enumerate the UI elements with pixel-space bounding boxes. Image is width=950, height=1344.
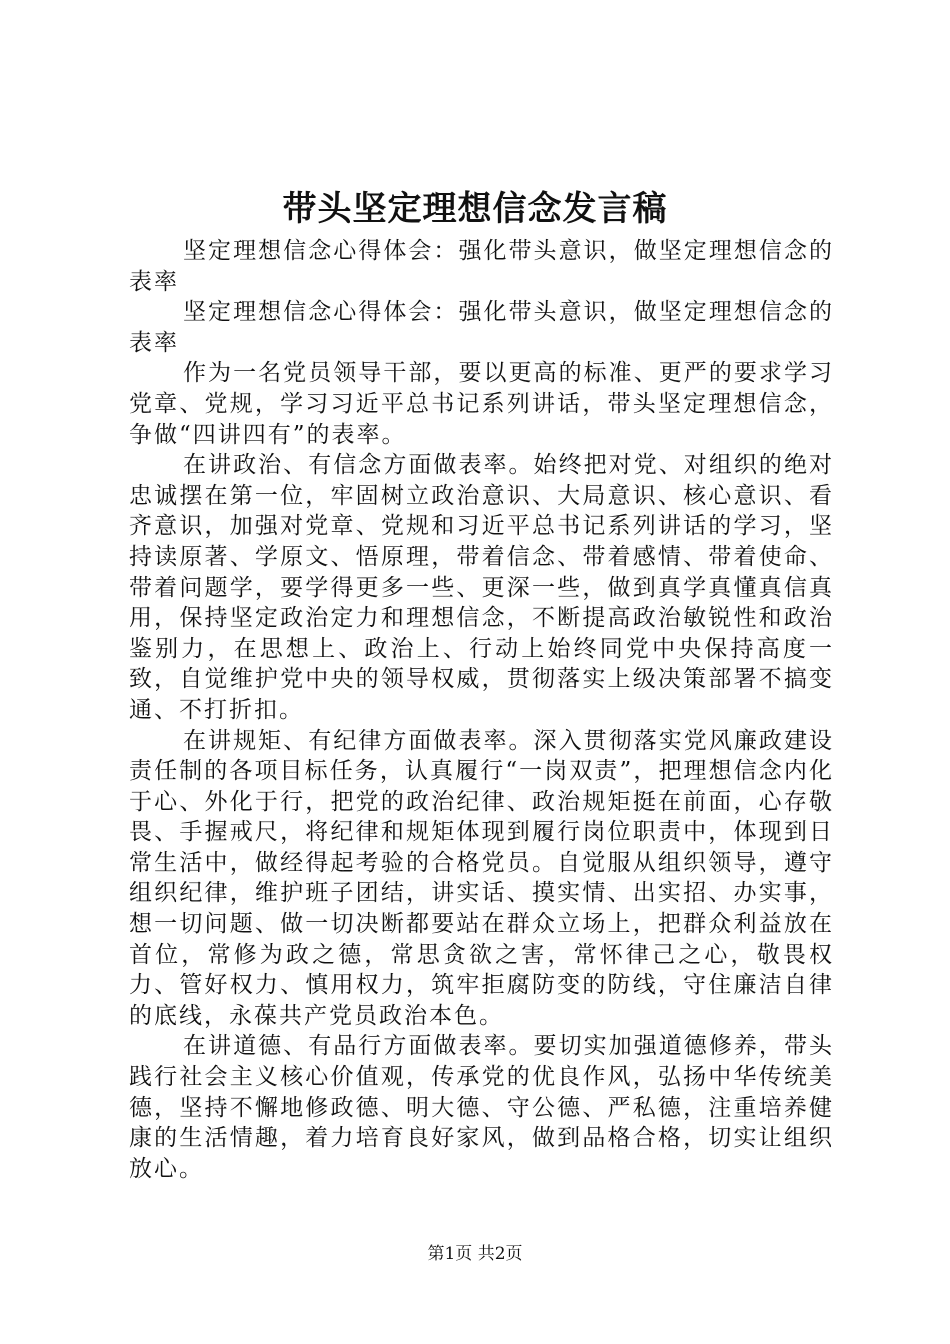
paragraph: 在讲道德、有品行方面做表率。要切实加强道德修养，带头践行社会主义核心价值观，传承党的优良作风，弘扬中华传统美德，坚持不懈地修政德、明大德、守公德、严私德，注重培养健康的生活情趣，着力培育良好家风，做到品格合格，切实让组织放心。	[129, 1033, 834, 1182]
document-body	[129, 236, 834, 1184]
document-title: 带头坚定理想信念发言稿	[282, 189, 668, 229]
page-number-footer: 第1页 共2页	[427, 1244, 523, 1264]
paragraph: 坚定理想信念心得体会：强化带头意识，做坚定理想信念的表率	[129, 238, 834, 295]
paragraph: 在讲政治、有信念方面做表率。始终把对党、对组织的绝对忠诚摆在第一位，牢固树立政治意识、大局意识、核心意识、看齐意识，加强对党章、党规和习近平总书记系列讲话的学习，坚持读原著、学原文、悟原理，带着信念、带着感情、带着使命、带着问题学，要学得更多一些、更深一些，做到真学真懂真信真用，保持坚定政治定力和理想信念，不断提高政治敏锐性和政治鉴别力，在思想上、政治上、行动上始终同党中央保持高度一致，自觉维护党中央的领导权威，贯彻落实上级决策部署不搞变通、不打折扣。	[129, 452, 834, 723]
paragraph: 作为一名党员领导干部，要以更高的标准、更严的要求学习党章、党规，学习习近平总书记系列讲话，带头坚定理想信念，争做“四讲四有”的表率。	[129, 360, 834, 448]
paragraph: 在讲规矩、有纪律方面做表率。深入贯彻落实党风廉政建设责任制的各项目标任务，认真履行“一岗双责”，把理想信念内化于心、外化于行，把党的政治纪律、政治规矩挺在前面，心存敬畏、手握戒尺，将纪律和规矩体现到履行岗位职责中，体现到日常生活中，做经得起考验的合格党员。自觉服从组织领导，遵守组织纪律，维护班子团结，讲实话、摸实情、出实招、办实事，想一切问题、做一切决断都要站在群众立场上，把群众利益放在首位，常修为政之德，常思贪欲之害，常怀律己之心，敬畏权力、管好权力、慎用权力，筑牢拒腐防变的防线，守住廉洁自律的底线，永葆共产党员政治本色。	[129, 727, 834, 1029]
paragraph: 坚定理想信念心得体会：强化带头意识，做坚定理想信念的表率	[129, 299, 834, 356]
